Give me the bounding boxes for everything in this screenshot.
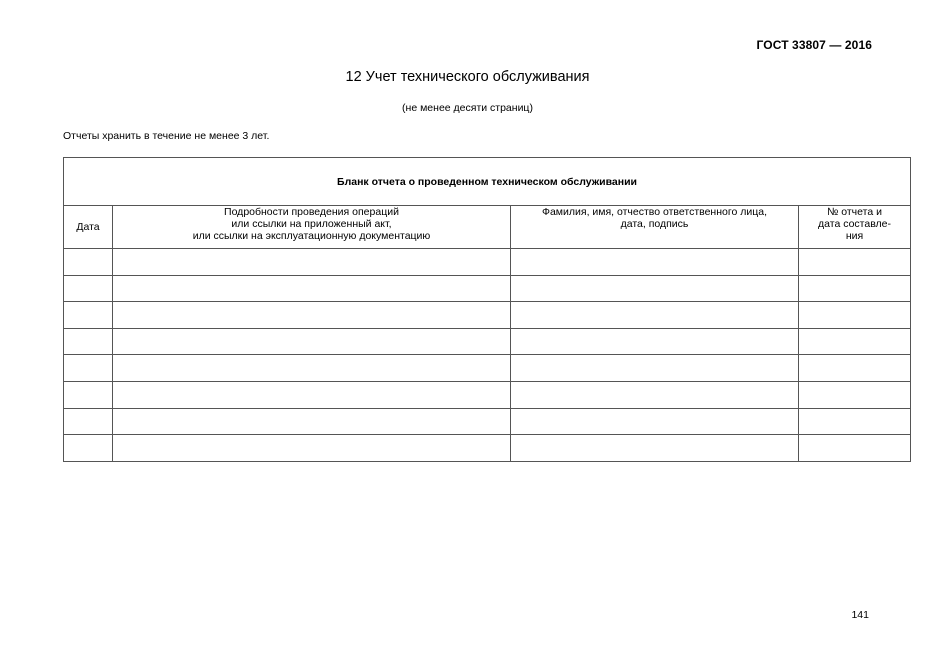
section-subtitle: (не менее десяти страниц) — [402, 102, 533, 114]
table-cell — [799, 328, 911, 355]
table-cell — [511, 275, 799, 302]
table-cell — [113, 302, 511, 329]
maintenance-log-table — [63, 157, 911, 462]
table-row — [64, 275, 911, 302]
table-cell — [799, 249, 911, 276]
column-header-responsible-label: Фамилия, имя, отчество ответственного лица, дата, подпись — [541, 206, 767, 230]
table-cell — [113, 328, 511, 355]
table-row — [64, 435, 911, 462]
table-cell — [64, 435, 113, 462]
table-row — [64, 355, 911, 382]
column-header-responsible — [511, 206, 799, 249]
table-row — [64, 249, 911, 276]
table-row — [64, 381, 911, 408]
table-cell — [799, 435, 911, 462]
table-cell — [511, 408, 799, 435]
section-title: 12 Учет технического обслуживания — [345, 69, 590, 85]
table-cell — [64, 249, 113, 276]
table-cell — [511, 328, 799, 355]
column-header-date-label: Дата — [76, 221, 100, 233]
table-cell — [64, 328, 113, 355]
table-cell — [64, 275, 113, 302]
table-cell — [113, 435, 511, 462]
column-header-date — [64, 206, 113, 249]
table-cell — [113, 355, 511, 382]
table-cell — [799, 408, 911, 435]
table-row — [64, 408, 911, 435]
column-header-report-number-label: № отчета и дата составле- ния — [818, 206, 891, 242]
table-cell — [511, 355, 799, 382]
table-cell — [64, 355, 113, 382]
table-cell — [64, 302, 113, 329]
table-cell — [113, 381, 511, 408]
document-code: ГОСТ 33807 — 2016 — [756, 38, 872, 52]
table-cell — [64, 408, 113, 435]
column-header-details — [113, 206, 511, 249]
table-cell — [113, 275, 511, 302]
table-body — [64, 249, 911, 462]
table-cell — [511, 435, 799, 462]
column-header-report-number — [799, 206, 911, 249]
table-cell — [799, 381, 911, 408]
table-cell — [799, 355, 911, 382]
table-cell — [511, 249, 799, 276]
table-cell — [511, 381, 799, 408]
retention-note: Отчеты хранить в течение не менее 3 лет. — [63, 130, 270, 142]
table-cell — [799, 275, 911, 302]
table-cell — [799, 302, 911, 329]
table-cell — [511, 302, 799, 329]
table-header-row — [64, 206, 911, 249]
table-row — [64, 302, 911, 329]
table-cell — [113, 408, 511, 435]
table-cell — [113, 249, 511, 276]
page-number: 141 — [851, 609, 869, 621]
table-row — [64, 328, 911, 355]
table-caption: Бланк отчета о проведенном техническом обслуживании — [64, 158, 911, 206]
column-header-details-label: Подробности проведения операций или ссылки на приложенный акт, или ссылки на эксплуатационную документацию — [192, 206, 431, 242]
table-cell — [64, 381, 113, 408]
